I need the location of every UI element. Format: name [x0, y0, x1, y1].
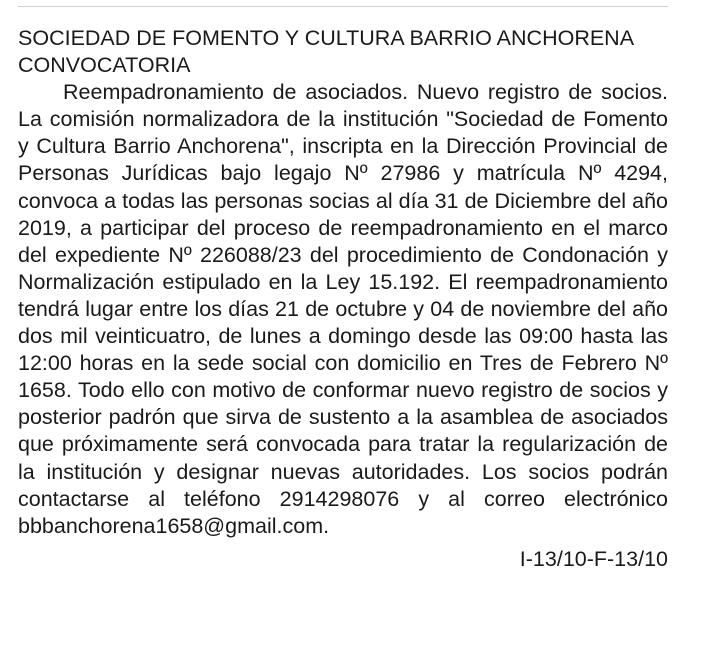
- organization-name: SOCIEDAD DE FOMENTO Y CULTURA BARRIO ANCHORENA: [18, 26, 635, 50]
- legal-notice: [18, 25, 668, 573]
- notice-body: Reempadronamiento de asociados. Nuevo registro de socios. La comisión normalizadora de la institución "Sociedad de Fomento y Cultura Barrio Anchorena", inscripta en la Dirección Provincial de Personas Jurídicas bajo legajo Nº 27986 y matrícula Nº 4294, convoca a todas las personas socias al día 31 de Diciembre del año 2019, a participar del proceso de reempadronamiento en el marco del expediente Nº 226088/23 del procedimiento de Condonación y Normalización estipulado en la Ley 15.192. El reempadronamiento tendrá lugar entre los días 21 de octubre y 04 de noviembre del año dos mil veinticuatro, de lunes a domingo desde las 09:00 hasta las 12:00 horas en la sede social con domicilio en Tres de Febrero Nº 1658. Todo ello con motivo de conformar nuevo registro de socios y posterior padrón que sirva de sustento a la asamblea de asociados que próximamente será convocada para tratar la regularización de la institución y designar nuevas autoridades. Los socios podrán contactarse al teléfono 2914298076 y al correo electrónico bbbanchorena1658@gmail.com.: [18, 80, 668, 538]
- publication-reference: I-13/10-F-13/10: [519, 546, 668, 571]
- notice-heading: CONVOCATORIA: [18, 53, 191, 78]
- top-divider: [18, 6, 668, 7]
